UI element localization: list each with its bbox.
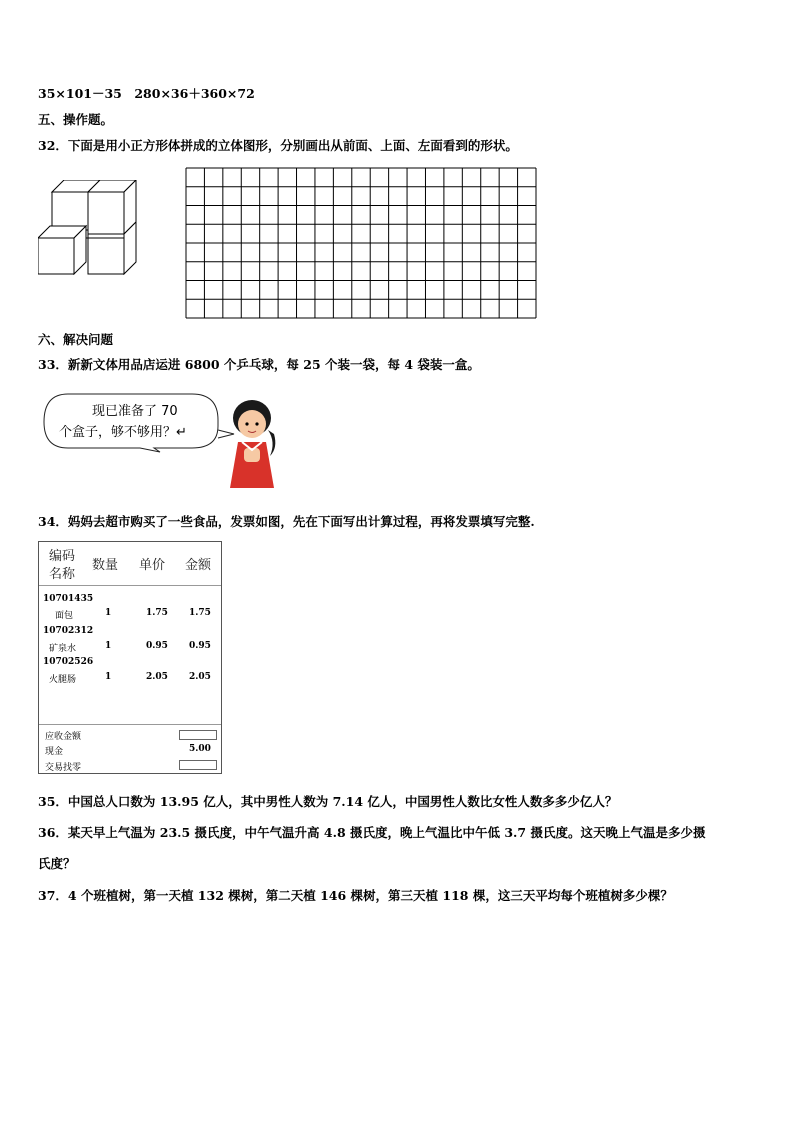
change-label: 交易找零: [45, 763, 82, 773]
question-37: 37．4 个班植树，第一天植 132 棵树，第二天植 146 棵树，第三天植 118 棵，这三天平均每个班植树多少棵？: [38, 888, 673, 903]
item-amount: 0.95: [189, 641, 211, 651]
section-6-heading: 六、解决问题: [38, 332, 114, 347]
due-amount-box[interactable]: [179, 730, 217, 740]
girl-figure: [230, 400, 275, 488]
speech-bubble-tail: [218, 430, 234, 438]
cube-front-face: [88, 234, 124, 274]
calc-expressions: 35×101－35 280×36＋360×72: [38, 86, 255, 101]
receipt-header-code: 编码: [49, 549, 76, 564]
receipt-header-price: 单价: [139, 558, 166, 573]
item-name: 面包: [55, 611, 74, 621]
question-32: 32．下面是用小正方形体拼成的立体图形，分别画出从前面、上面、左面看到的形状。: [38, 138, 518, 153]
item-qty: 1: [105, 641, 112, 651]
speech-bubble: [44, 394, 218, 452]
item-name: 火腿肠: [49, 675, 77, 685]
item-qty: 1: [105, 608, 112, 618]
receipt-rule: [39, 585, 221, 586]
question-36-line-1: 36．某天早上气温为 23.5 摄氏度，中午气温升高 4.8 摄氏度，晚上气温比中午低 3.7 摄氏度。这天晚上气温是多少摄: [38, 825, 706, 840]
cash-value: 5.00: [189, 744, 211, 754]
cash-label: 现金: [45, 747, 64, 757]
speech-line-1: 现已准备了 70: [92, 404, 178, 419]
girl-eye: [245, 422, 248, 425]
receipt-header-amount: 金额: [185, 558, 212, 573]
section-5-heading: 五、操作题。: [38, 112, 114, 127]
drawing-grid: [185, 167, 537, 319]
question-33: 33．新新文体用品店运进 6800 个乒乓球，每 25 个装一袋，每 4 袋装一盒。: [38, 357, 480, 372]
speech-line-2: 个盒子，够不够用？↵: [59, 425, 187, 440]
item-price: 0.95: [146, 641, 168, 651]
receipt: [38, 541, 222, 774]
due-label: 应收金额: [45, 732, 82, 742]
item-price: 1.75: [146, 608, 168, 618]
receipt-header-qty: 数量: [92, 558, 119, 573]
receipt-rule: [39, 724, 221, 725]
cube-front-face: [38, 238, 74, 274]
item-code: 10702526: [43, 657, 94, 667]
girl-eye: [255, 422, 258, 425]
item-code: 10701435: [43, 594, 94, 604]
item-qty: 1: [105, 672, 112, 682]
question-35: 35．中国总人口数为 13.95 亿人，其中男性人数为 7.14 亿人，中国男性人数比女性人数多多少亿人？: [38, 794, 618, 809]
item-code: 10702312: [43, 626, 94, 636]
girl-braid: [268, 430, 275, 456]
cube-front-face: [52, 192, 88, 230]
cube-front-face: [88, 192, 124, 234]
girl-speech-illustration: [42, 390, 282, 495]
receipt-header-name: 名称: [49, 567, 76, 582]
item-name: 矿泉水: [49, 644, 77, 654]
change-amount-box[interactable]: [179, 760, 217, 770]
cube-figure: [38, 180, 138, 275]
question-34: 34．妈妈去超市购买了一些食品，发票如图，先在下面写出计算过程，再将发票填写完整.: [38, 514, 535, 529]
question-36-line-2: 氏度？: [38, 856, 76, 871]
girl-face: [238, 410, 266, 438]
item-amount: 2.05: [189, 672, 211, 682]
item-price: 2.05: [146, 672, 168, 682]
item-amount: 1.75: [189, 608, 211, 618]
